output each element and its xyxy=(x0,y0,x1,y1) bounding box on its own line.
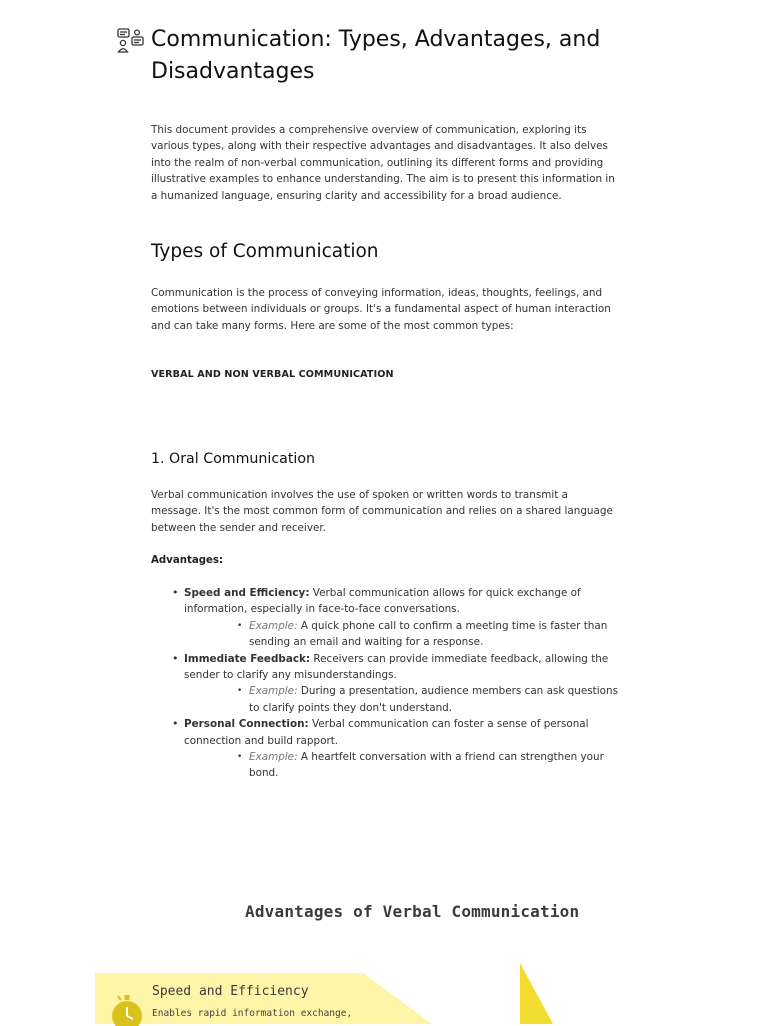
example-text: A heartfelt conversation with a friend can strengthen your bond. xyxy=(249,751,604,780)
example-item xyxy=(184,749,626,782)
people-chat-icon xyxy=(117,28,145,54)
bullet-icon: • xyxy=(237,686,243,697)
advantages-list xyxy=(151,585,626,782)
advantage-text: Verbal communication allows for quick exchange of information, especially in face-to-face conversations. xyxy=(184,587,581,616)
example-item xyxy=(184,683,626,716)
advantage-title: Immediate Feedback: xyxy=(184,652,311,665)
oral-communication-heading: 1. Oral Communication xyxy=(151,451,316,467)
advantage-item xyxy=(151,585,626,651)
example-list xyxy=(184,618,626,651)
card-title: Speed and Efficiency xyxy=(152,984,309,999)
infographic-title: Advantages of Verbal Communication xyxy=(245,902,580,921)
advantage-text: Receivers can provide immediate feedback, allowing the sender to clarify any misunderstandings. xyxy=(184,652,609,682)
example-text: A quick phone call to confirm a meeting time is faster than sending an email and waiting for a response. xyxy=(249,619,608,649)
example-label: Example: xyxy=(249,751,298,764)
example-text: During a presentation, audience members can ask questions to clarify points they don't understand. xyxy=(249,685,618,714)
page-title: Communication: Types, Advantages, and Disadvantages xyxy=(151,27,601,84)
advantage-item xyxy=(151,716,626,782)
advantages-label: Advantages: xyxy=(151,555,224,566)
verbal-nonverbal-heading: VERBAL AND NON VERBAL COMMUNICATION xyxy=(151,369,394,380)
bullet-icon: • xyxy=(172,717,179,731)
advantage-title: Personal Connection: xyxy=(184,718,309,731)
types-heading: Types of Communication xyxy=(151,241,379,262)
bullet-icon: • xyxy=(237,752,243,763)
advantage-title: Speed and Efficiency: xyxy=(184,587,310,599)
advantage-text: Verbal communication can foster a sense of personal connection and build rapport. xyxy=(184,718,589,747)
card-description: Enables rapid information exchange, xyxy=(152,1008,353,1019)
accent-triangle xyxy=(520,963,553,1024)
oral-paragraph: Verbal communication involves the use of spoken or written words to transmit a message. It's the most common form of communication and relies on a shared language between the sender and receiver. xyxy=(151,489,613,534)
types-paragraph: Communication is the process of conveying information, ideas, thoughts, feelings, and emotions between individuals or groups. It's a fundamental aspect of human interaction and can take many forms. Here are some of the most common types: xyxy=(151,287,611,332)
example-list xyxy=(184,683,626,716)
example-list xyxy=(184,749,626,782)
intro-paragraph: This document provides a comprehensive overview of communication, exploring its various types, along with their respective advantages and disadvantages. It also delves into the realm of non-verbal communication, outlining its different forms and providing illustrative examples to enhance understanding. The aim is to present this information in a humanized language, ensuring clarity and accessibility for a broad audience. xyxy=(151,124,615,202)
example-label: Example: xyxy=(249,685,298,698)
bullet-icon: • xyxy=(172,586,179,599)
bullet-icon: • xyxy=(237,620,243,631)
example-label: Example: xyxy=(249,619,298,632)
bullet-icon: • xyxy=(172,651,179,665)
stopwatch-icon xyxy=(108,992,148,1026)
advantage-item xyxy=(151,651,626,717)
example-item xyxy=(184,618,626,651)
